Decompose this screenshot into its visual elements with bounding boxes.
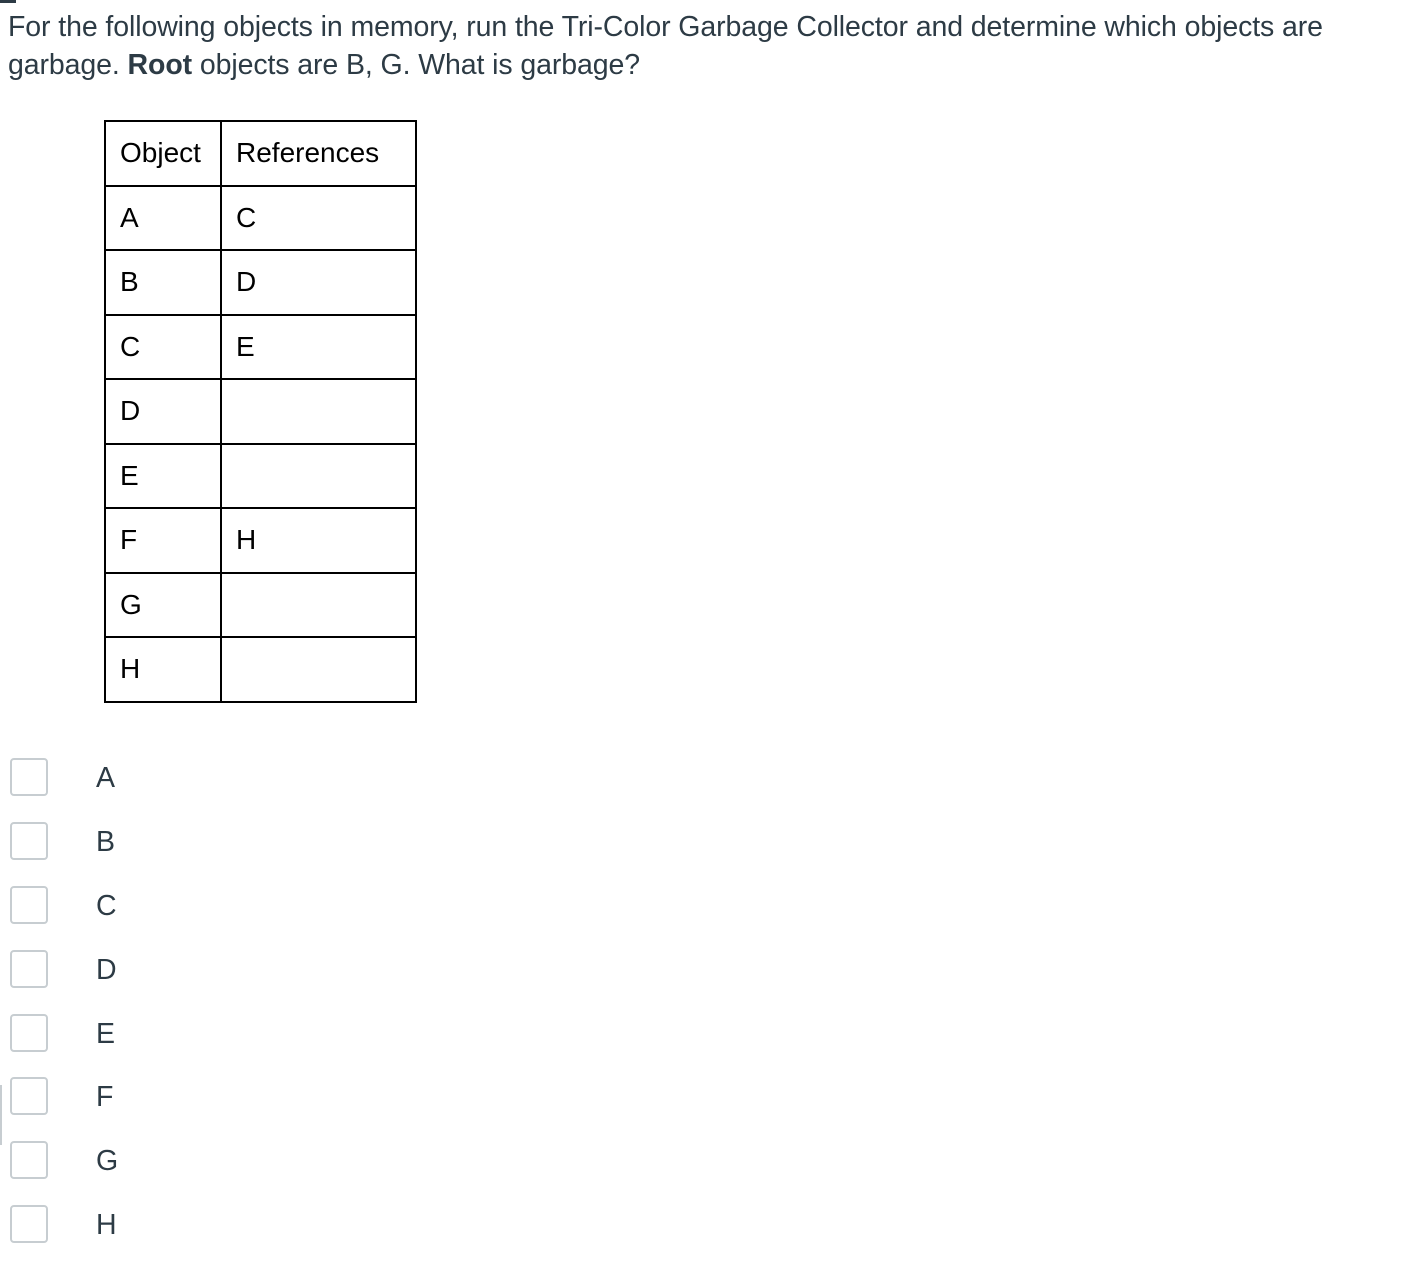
- object-cell: H: [105, 637, 221, 702]
- checkbox-h[interactable]: [10, 1205, 48, 1243]
- option-label-g[interactable]: G: [96, 1145, 119, 1178]
- object-cell: C: [105, 315, 221, 380]
- column-header-references: References: [221, 121, 416, 186]
- references-cell: C: [221, 186, 416, 251]
- references-cell: [221, 637, 416, 702]
- answer-options: [10, 758, 310, 1269]
- table-row: [105, 573, 416, 638]
- references-cell: [221, 573, 416, 638]
- option-label-d[interactable]: D: [96, 953, 117, 986]
- option-label-a[interactable]: A: [96, 762, 116, 794]
- table-row: [105, 379, 416, 444]
- table-row: [105, 186, 416, 251]
- checkbox-b[interactable]: [10, 822, 48, 860]
- answer-option-c[interactable]: [10, 886, 310, 950]
- corner-mark: [0, 0, 16, 3]
- references-cell: E: [221, 315, 416, 380]
- table-row: [105, 637, 416, 702]
- question-line-1: For the following objects in memory, run the Tri-Color Garbage Collector and determine which objects are: [8, 11, 1323, 43]
- question-root-label: Root: [127, 49, 193, 81]
- column-header-object: Object: [105, 121, 221, 186]
- checkbox-d[interactable]: [10, 950, 48, 988]
- answer-option-d[interactable]: [10, 950, 310, 1014]
- references-cell: [221, 444, 416, 509]
- object-cell: D: [105, 379, 221, 444]
- object-cell: B: [105, 250, 221, 315]
- table-header-row: [105, 121, 416, 186]
- answer-option-h[interactable]: [10, 1205, 310, 1269]
- object-cell: E: [105, 444, 221, 509]
- object-cell: G: [105, 573, 221, 638]
- answer-option-g[interactable]: [10, 1141, 310, 1205]
- question-text: [8, 8, 1401, 84]
- references-cell: H: [221, 508, 416, 573]
- question-line-2-start: garbage.: [8, 49, 128, 81]
- option-label-h[interactable]: H: [96, 1209, 117, 1242]
- table-row: [105, 508, 416, 573]
- answer-option-a[interactable]: [10, 758, 310, 822]
- answer-option-b[interactable]: [10, 822, 310, 886]
- checkbox-a[interactable]: [10, 758, 48, 796]
- question-line-2: [8, 46, 1401, 84]
- option-label-c[interactable]: C: [96, 889, 117, 922]
- checkbox-c[interactable]: [10, 886, 48, 924]
- table-row: [105, 250, 416, 315]
- object-references-table: [104, 120, 417, 703]
- checkbox-e[interactable]: [10, 1014, 48, 1052]
- references-cell: D: [221, 250, 416, 315]
- table-row: [105, 444, 416, 509]
- references-cell: [221, 379, 416, 444]
- checkbox-f[interactable]: [10, 1077, 48, 1115]
- object-cell: F: [105, 508, 221, 573]
- option-label-e[interactable]: E: [96, 1017, 116, 1050]
- left-edge-divider: [0, 1085, 2, 1145]
- question-line-2-end: objects are B, G. What is garbage?: [192, 49, 641, 81]
- option-label-f[interactable]: F: [96, 1081, 114, 1114]
- object-cell: A: [105, 186, 221, 251]
- answer-option-f[interactable]: [10, 1077, 310, 1141]
- answer-option-e[interactable]: [10, 1014, 310, 1078]
- checkbox-g[interactable]: [10, 1141, 48, 1179]
- option-label-b[interactable]: B: [96, 825, 116, 858]
- table-row: [105, 315, 416, 380]
